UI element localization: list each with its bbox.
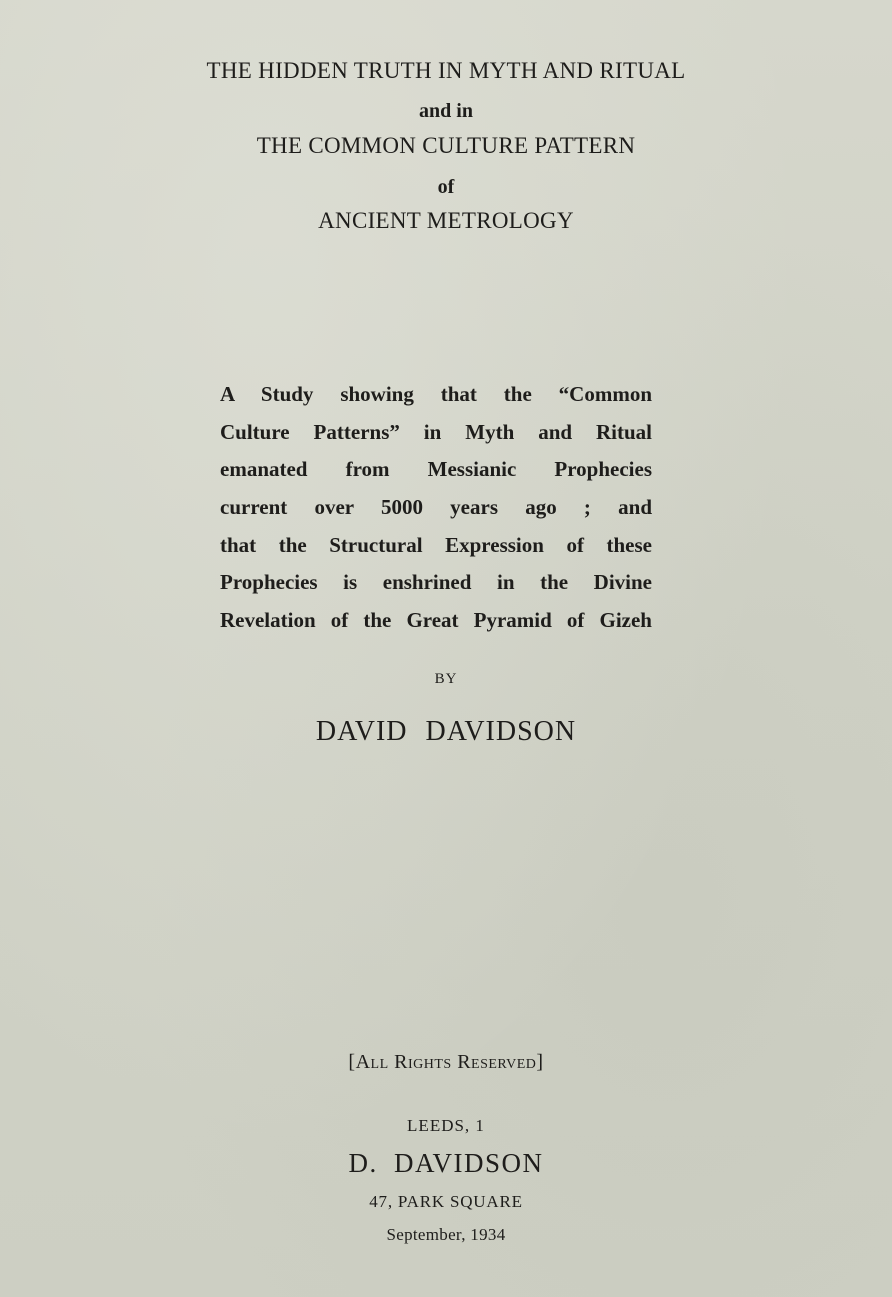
imprint-address: 47, PARK SQUARE bbox=[369, 1192, 523, 1211]
abstract-line-1: A Study showing that the “Common bbox=[220, 382, 652, 406]
title-line-4: of bbox=[437, 176, 455, 198]
by-label: BY bbox=[434, 671, 458, 687]
rights-notice: [All Rights Reserved] bbox=[348, 1051, 544, 1073]
imprint-place: LEEDS, 1 bbox=[407, 1116, 485, 1135]
title-line-5: ANCIENT METROLOGY bbox=[318, 208, 574, 233]
abstract-line-2: Culture Patterns” in Myth and Ritual bbox=[220, 419, 652, 444]
abstract-line-7: Revelation of the Great Pyramid of Gizeh bbox=[220, 608, 652, 633]
title-line-3: THE COMMON CULTURE PATTERN bbox=[256, 133, 636, 158]
abstract-line-6: Prophecies is enshrined in the Divine bbox=[220, 570, 652, 595]
author-name: DAVID DAVIDSON bbox=[315, 716, 577, 747]
abstract-line-5: that the Structural Expression of these bbox=[220, 532, 652, 557]
imprint-date: September, 1934 bbox=[386, 1225, 506, 1244]
imprint-publisher: D. DAVIDSON bbox=[348, 1148, 544, 1178]
title-line-2: and in bbox=[419, 100, 473, 122]
abstract-line-3: emanated from Messianic Prophecies bbox=[220, 457, 652, 482]
abstract-line-4: current over 5000 years ago ; and bbox=[220, 495, 652, 520]
abstract bbox=[220, 376, 652, 640]
title-line-1: THE HIDDEN TRUTH IN MYTH AND RITUAL bbox=[206, 58, 686, 83]
